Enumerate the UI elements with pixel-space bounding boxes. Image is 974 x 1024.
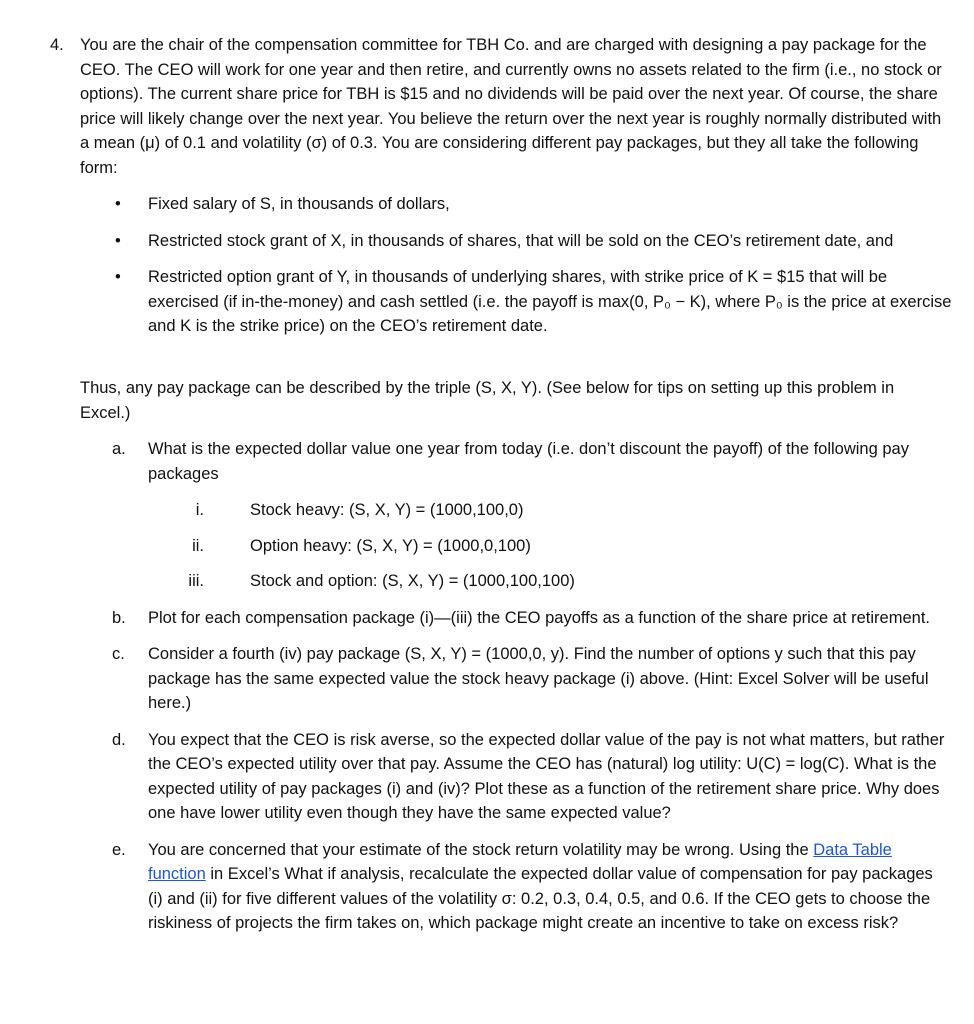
bullet-item — [115, 229, 955, 254]
bullet-text: Restricted option grant of Y, in thousands of underlying shares, with strike price of K = $15 that will be exercised (if in-the-money) and cash settled (i.e. the payoff is max(0, P₀ − K), where P₀ is the price at exercise and K is the strike price) on the CEO’s retirement date. — [148, 268, 952, 335]
part-b — [112, 606, 952, 631]
part-text: You expect that the CEO is risk averse, so the expected dollar value of the pay is not what matters, but rather the CEO’s expected utility over that pay. Assume the CEO has (natural) log utility: U(C) = log(C). What is the expected utility of pay packages (i) and (iv)? Plot these as a function of the retirement share price. Why does one have lower utility even though they have the same expected value? — [148, 730, 945, 822]
part-label: c. — [112, 645, 125, 663]
question-number: 4. — [50, 36, 64, 54]
part-c — [112, 642, 952, 716]
sub-label: iii. — [188, 572, 204, 590]
part-text: Consider a fourth (iv) pay package (S, X, Y) = (1000,0, y). Find the number of options y such that this pay package has the same expected value the stock heavy package (i) above. (Hint: Excel Solver will be useful here.) — [148, 645, 929, 712]
bullet-text: Restricted stock grant of X, in thousands of shares, that will be sold on the CEO’s retirement date, and — [148, 231, 894, 250]
summary-paragraph: Thus, any pay package can be described by the triple (S, X, Y). (See below for tips on setting up this problem in Excel.) — [80, 379, 895, 422]
part-text-pre: You are concerned that your estimate of the stock return volatility may be wrong. Using the — [148, 840, 814, 859]
sub-label: i. — [195, 501, 204, 519]
sub-item — [148, 498, 952, 523]
sub-label: ii. — [192, 536, 204, 555]
bullet-list — [115, 192, 955, 351]
part-text-post: in Excel’s What if analysis, recalculate the expected dollar value of compensation for pay packages (i) and (ii) for five different values of the volatility σ: 0.2, 0.3, 0.4, 0.5, and 0.6. If the CEO gets to choose the riskiness of projects the firm takes on, which package might create an incentive to take on excess risk? — [148, 865, 933, 932]
sub-text: Option heavy: (S, X, Y) = (1000,0,100) — [250, 536, 531, 555]
bullet-item — [115, 192, 955, 217]
bullet-dot-icon: • — [115, 231, 121, 250]
bullet-item — [115, 265, 955, 339]
bullet-dot-icon: • — [115, 268, 121, 286]
question-intro: You are the chair of the compensation committee for TBH Co. and are charged with designing a pay package for the CEO. The CEO will work for one year and then retire, and currently owns no assets related to the firm (i.e., no stock or options). The current share price for TBH is $15 and no dividends will be paid over the next year. Of course, the share price will likely change over the next year. You believe the return over the next year is roughly normally distributed with a mean (μ) of 0.1 and volatility (σ) of 0.3. You are considering different pay packages, but they all take the following form: — [80, 36, 942, 177]
bullet-dot-icon: • — [115, 195, 121, 213]
sub-text: Stock heavy: (S, X, Y) = (1000,100,0) — [250, 501, 524, 519]
part-label: b. — [112, 608, 126, 627]
part-a — [112, 437, 952, 594]
parts-list — [112, 437, 952, 948]
sub-text: Stock and option: (S, X, Y) = (1000,100,100) — [250, 572, 575, 590]
sub-list — [148, 498, 952, 594]
part-label: e. — [112, 840, 126, 859]
part-text: What is the expected dollar value one year from today (i.e. don’t discount the payoff) of the following pay packages — [148, 440, 909, 483]
part-text: Plot for each compensation package (i)—(iii) the CEO payoffs as a function of the share price at retirement. — [148, 608, 930, 627]
part-label: d. — [112, 730, 126, 749]
part-label: a. — [112, 440, 126, 458]
data-table-function-link[interactable]: Data Table function — [148, 840, 892, 883]
part-e — [112, 838, 952, 936]
part-d — [112, 728, 952, 826]
bullet-text: Fixed salary of S, in thousands of dollars, — [148, 195, 450, 213]
sub-item — [148, 534, 952, 559]
sub-item — [148, 569, 952, 594]
